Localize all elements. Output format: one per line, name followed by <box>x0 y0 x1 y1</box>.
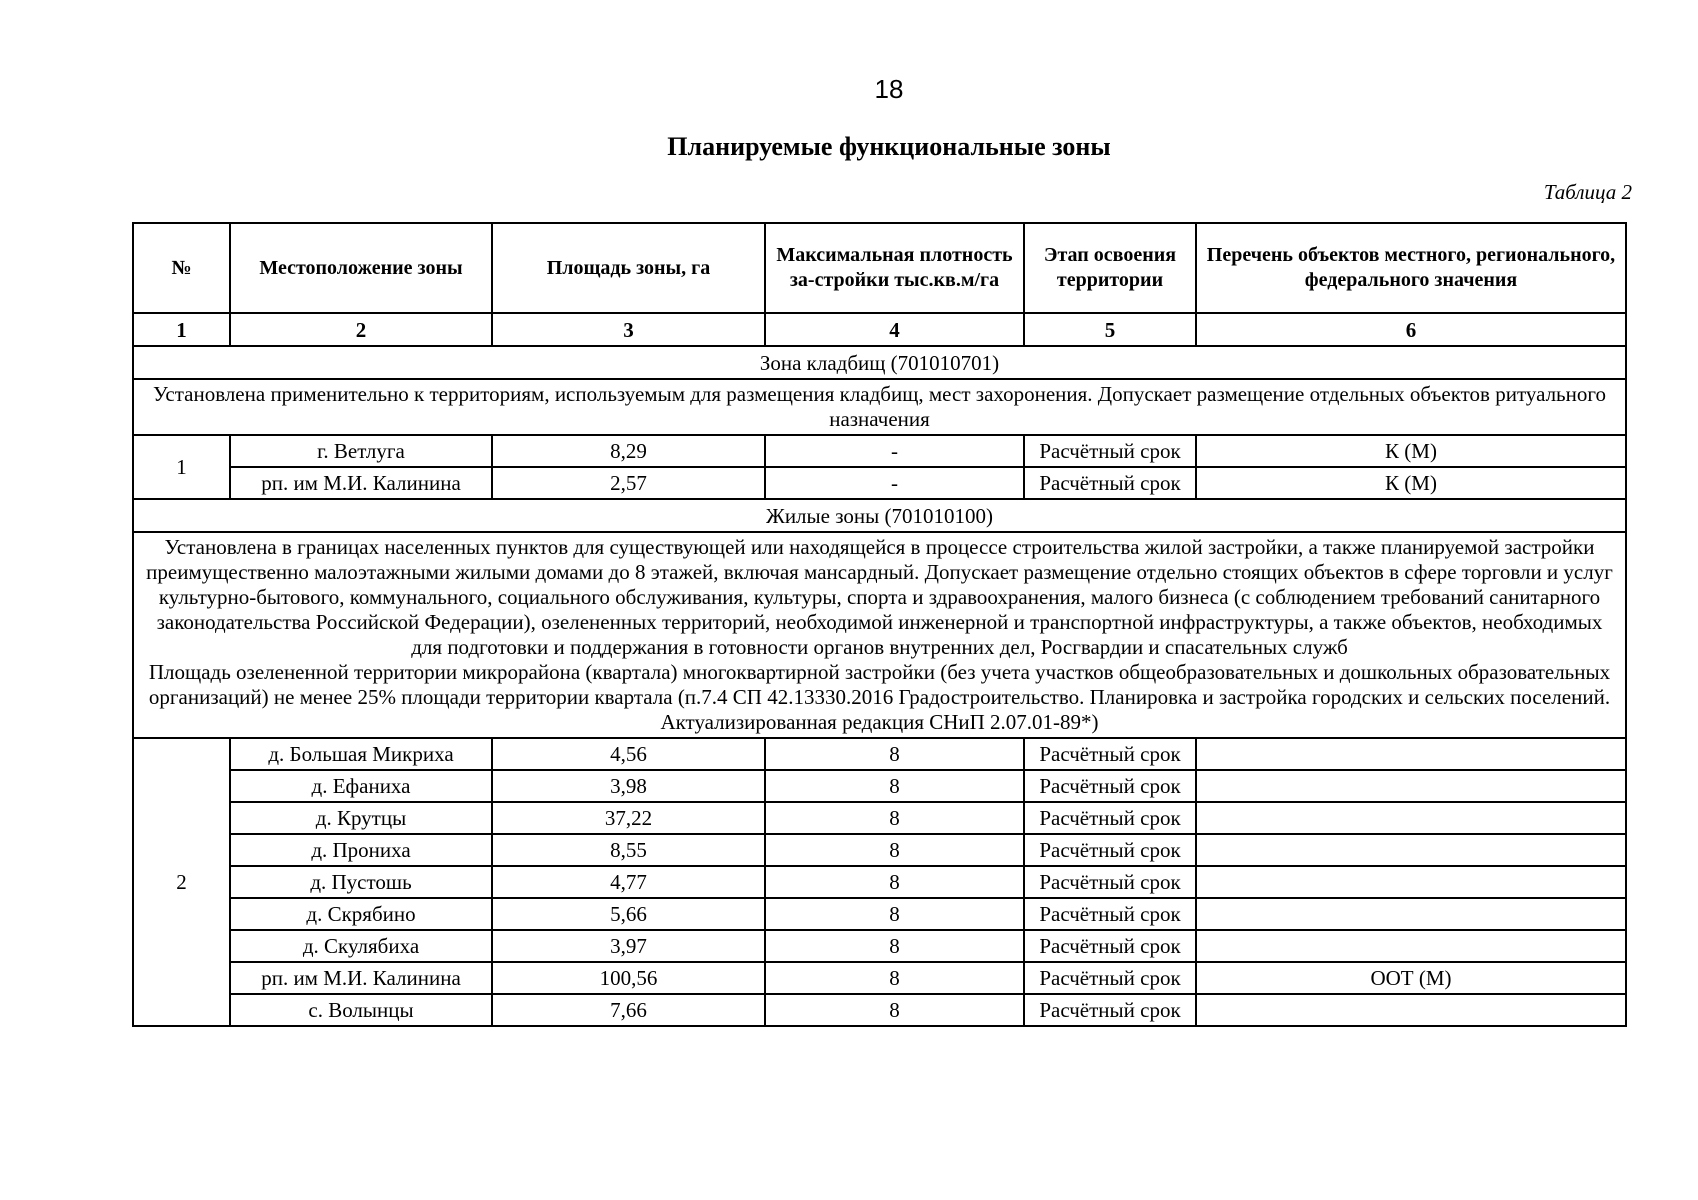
cell-location: д. Пустошь <box>230 866 492 898</box>
section-description: Установлена применительно к территориям, используемым для размещения кладбищ, мест захоронения. Допускает размещение отдельных объектов ритуального назначения <box>133 379 1626 435</box>
cell-density: 8 <box>765 834 1024 866</box>
table-row <box>133 802 1626 834</box>
cell-area: 2,57 <box>492 467 765 499</box>
header-area: Площадь зоны, га <box>492 223 765 313</box>
cell-stage: Расчётный срок <box>1024 866 1196 898</box>
section-description-text: Установлена в границах населенных пунктов для существующей или находящейся в процессе строительства жилой застройки, а также планируемой застройки преимущественно малоэтажными жилыми домами до 8 этажей, включая мансардный. Допускает размещение отдельно стоящих объектов в сфере торговли и услуг культурно-бытового, коммунального, социального обслуживания, культуры, спорта и здравоохранения, малого бизнеса (с соблюдением требований санитарного законодательства Российской Федерации), озелененных территорий, необходимой инженерной и транспортной инфраструктуры, а также объектов, необходимых для подготовки и поддержания в готовности органов внутренних дел, Росгвардии и спасательных служб <box>146 535 1613 659</box>
cell-area: 100,56 <box>492 962 765 994</box>
table-row <box>133 770 1626 802</box>
section-description-row <box>133 532 1626 738</box>
cell-area: 7,66 <box>492 994 765 1026</box>
header-location: Местоположение зоны <box>230 223 492 313</box>
cell-density: 8 <box>765 962 1024 994</box>
cell-area: 8,29 <box>492 435 765 467</box>
cell-objects <box>1196 994 1626 1026</box>
cell-location: с. Волынцы <box>230 994 492 1026</box>
cell-location: рп. им М.И. Калинина <box>230 962 492 994</box>
table-row <box>133 994 1626 1026</box>
cell-objects <box>1196 898 1626 930</box>
cell-area: 5,66 <box>492 898 765 930</box>
table-row <box>133 930 1626 962</box>
page-number: 18 <box>874 74 904 104</box>
header-objects: Перечень объектов местного, регионального, федерального значения <box>1196 223 1626 313</box>
cell-objects <box>1196 834 1626 866</box>
section-title-row <box>133 499 1626 532</box>
cell-density: - <box>765 435 1024 467</box>
header-density: Максимальная плотность за-стройки тыс.кв.м/га <box>765 223 1024 313</box>
cell-location: д. Большая Микриха <box>230 738 492 770</box>
cell-stage: Расчётный срок <box>1024 738 1196 770</box>
cell-objects: К (М) <box>1196 467 1626 499</box>
cell-location: д. Крутцы <box>230 802 492 834</box>
cell-area: 8,55 <box>492 834 765 866</box>
table-row <box>133 898 1626 930</box>
column-number-row <box>133 313 1626 346</box>
table-row <box>133 467 1626 499</box>
cell-objects <box>1196 866 1626 898</box>
cell-stage: Расчётный срок <box>1024 930 1196 962</box>
header-stage: Этап освоения территории <box>1024 223 1196 313</box>
column-number: 6 <box>1196 313 1626 346</box>
page-title: Планируемые функциональные зоны <box>667 132 1111 161</box>
column-number: 3 <box>492 313 765 346</box>
cell-density: - <box>765 467 1024 499</box>
cell-stage: Расчётный срок <box>1024 802 1196 834</box>
cell-stage: Расчётный срок <box>1024 435 1196 467</box>
cell-stage: Расчётный срок <box>1024 834 1196 866</box>
cell-location: г. Ветлуга <box>230 435 492 467</box>
cell-density: 8 <box>765 994 1024 1026</box>
section-description-text-2: Площадь озелененной территории микрорайона (квартала) многоквартирной застройки (без учета участков общеобразовательных и дошкольных образовательных организаций) не менее 25% площади территории квартала (п.7.4 СП 42.13330.2016 Градостроительство. Планировка и застройка городских и сельских поселений. Актуализированная редакция СНиП 2.07.01-89*) <box>148 660 1611 734</box>
cell-location: д. Скрябино <box>230 898 492 930</box>
cell-objects <box>1196 738 1626 770</box>
cell-area: 4,56 <box>492 738 765 770</box>
cell-stage: Расчётный срок <box>1024 994 1196 1026</box>
cell-density: 8 <box>765 866 1024 898</box>
cell-stage: Расчётный срок <box>1024 962 1196 994</box>
cell-density: 8 <box>765 930 1024 962</box>
cell-objects: ООТ (М) <box>1196 962 1626 994</box>
cell-area: 37,22 <box>492 802 765 834</box>
cell-location: д. Ефаниха <box>230 770 492 802</box>
table-row <box>133 866 1626 898</box>
section-title: Жилые зоны (701010100) <box>133 499 1626 532</box>
group-number: 2 <box>133 738 230 1026</box>
cell-area: 3,97 <box>492 930 765 962</box>
cell-area: 4,77 <box>492 866 765 898</box>
cell-density: 8 <box>765 898 1024 930</box>
cell-location: рп. им М.И. Калинина <box>230 467 492 499</box>
cell-stage: Расчётный срок <box>1024 898 1196 930</box>
section-description-row <box>133 379 1626 435</box>
column-number: 5 <box>1024 313 1196 346</box>
cell-density: 8 <box>765 738 1024 770</box>
cell-stage: Расчётный срок <box>1024 467 1196 499</box>
section-title-row <box>133 346 1626 379</box>
table-label: Таблица 2 <box>1543 180 1632 204</box>
column-number: 1 <box>133 313 230 346</box>
header-number: № <box>133 223 230 313</box>
cell-objects <box>1196 930 1626 962</box>
cell-location: д. Скулябиха <box>230 930 492 962</box>
group-number: 1 <box>133 435 230 499</box>
table-row <box>133 738 1626 770</box>
cell-stage: Расчётный срок <box>1024 770 1196 802</box>
cell-area: 3,98 <box>492 770 765 802</box>
column-number: 4 <box>765 313 1024 346</box>
zones-table <box>132 222 1627 1027</box>
header-row <box>133 223 1626 313</box>
table-row <box>133 834 1626 866</box>
table-row <box>133 962 1626 994</box>
cell-location: д. Прониха <box>230 834 492 866</box>
column-number: 2 <box>230 313 492 346</box>
section-description <box>133 532 1626 738</box>
cell-objects <box>1196 770 1626 802</box>
section-title: Зона кладбищ (701010701) <box>133 346 1626 379</box>
cell-objects: К (М) <box>1196 435 1626 467</box>
cell-objects <box>1196 802 1626 834</box>
cell-density: 8 <box>765 802 1024 834</box>
table-row <box>133 435 1626 467</box>
cell-density: 8 <box>765 770 1024 802</box>
